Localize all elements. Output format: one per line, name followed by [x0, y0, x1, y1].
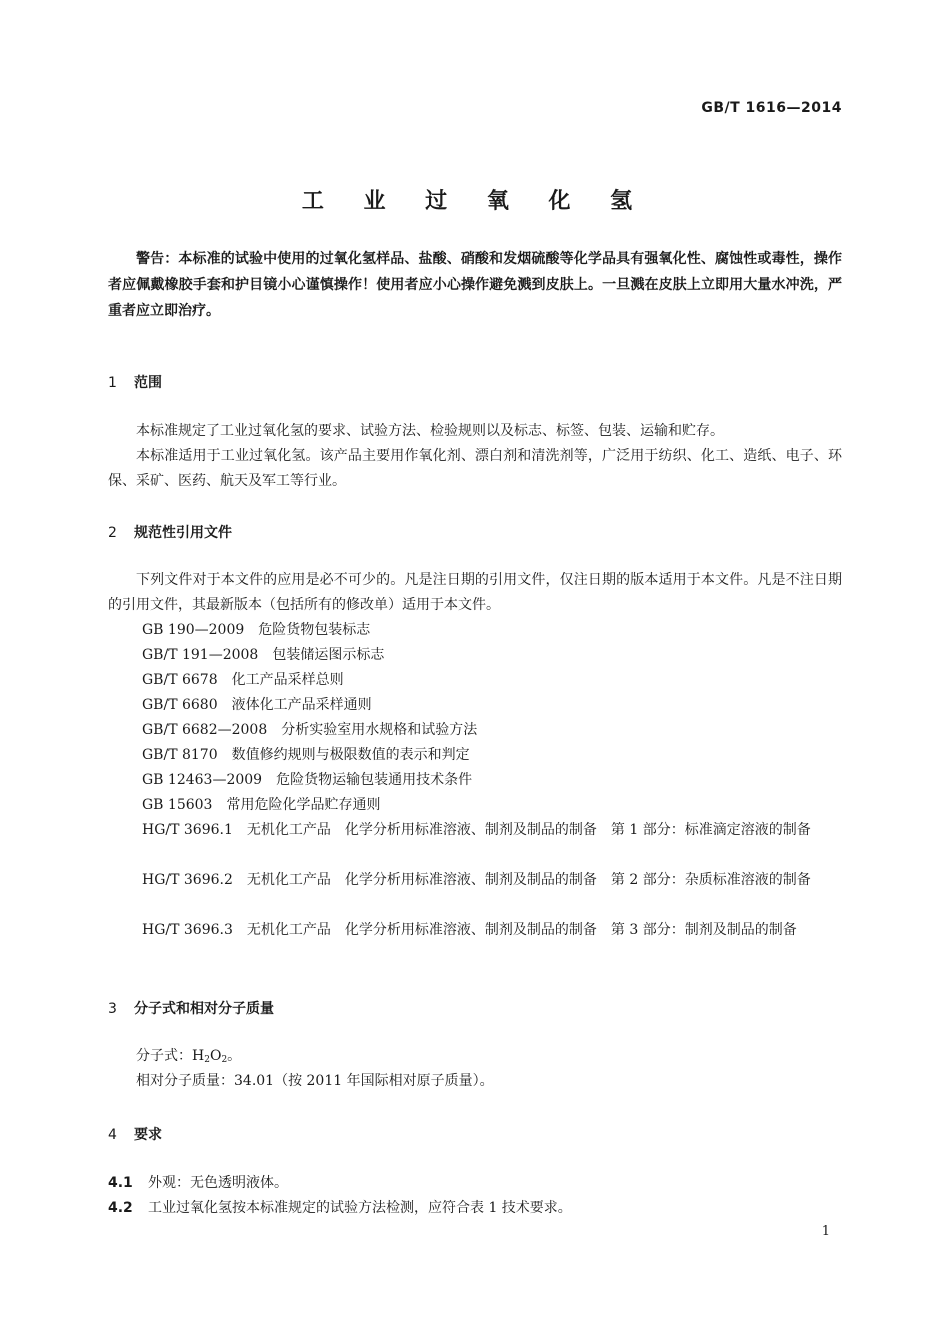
reference-title: 无机化工产品 化学分析用标准溶液、制剂及制品的制备 第 3 部分：制剂及制品的制备: [246, 922, 797, 938]
reference-title: 包装储运图示标志: [272, 647, 385, 663]
reference-item: [108, 668, 842, 693]
section-title: 要求: [134, 1127, 162, 1143]
reference-item: [108, 793, 842, 818]
reference-code: GB 15603: [142, 797, 213, 813]
reference-code: HG/T 3696.1: [142, 822, 233, 838]
reference-code: GB/T 191—2008: [142, 647, 259, 663]
reference-item: [108, 618, 842, 643]
formula-label: 分子式：H: [136, 1048, 205, 1064]
references-intro: 下列文件对于本文件的应用是必不可少的。凡是注日期的引用文件，仅注日期的版本适用于本文件。凡是不注日期的引用文件，其最新版本（包括所有的修改单）适用于本文件。: [108, 572, 842, 613]
formula-end: 。: [227, 1048, 242, 1064]
section-1-heading: [108, 372, 162, 392]
scope-paragraph-2: 本标准适用于工业过氧化氢。该产品主要用作氧化剂、漂白剂和清洗剂等，广泛用于纺织、化工、造纸、电子、环保、采矿、医药、航天及军工等行业。: [108, 448, 842, 489]
reference-title: 无机化工产品 化学分析用标准溶液、制剂及制品的制备 第 2 部分：杂质标准溶液的制备: [246, 872, 811, 888]
reference-code: GB 190—2009: [142, 622, 245, 638]
section-4-heading: [108, 1124, 162, 1144]
clause-number: 4.1: [108, 1175, 133, 1191]
molecular-mass: 相对分子质量：34.01（按 2011 年国际相对原子质量）。: [136, 1073, 494, 1089]
reference-item: [108, 868, 842, 893]
section-title: 分子式和相对分子质量: [134, 1001, 274, 1017]
formula-subscript: 2: [204, 1055, 210, 1065]
reference-title: 危险货物包装标志: [258, 622, 371, 638]
reference-item: [108, 918, 842, 943]
reference-code: GB/T 6680: [142, 697, 218, 713]
section-number: 4: [108, 1127, 117, 1143]
clause-text: 工业过氧化氢按本标准规定的试验方法检测，应符合表 1 技术要求。: [148, 1200, 572, 1216]
reference-item: [108, 768, 842, 793]
section-2-heading: [108, 522, 232, 542]
reference-title: 数值修约规则与极限数值的表示和判定: [231, 747, 470, 763]
section-number: 2: [108, 525, 117, 541]
scope-paragraph-1: 本标准规定了工业过氧化氢的要求、试验方法、检验规则以及标志、标签、包装、运输和贮存。: [136, 423, 724, 439]
section-number: 3: [108, 1001, 117, 1017]
reference-code: GB/T 6678: [142, 672, 218, 688]
requirement-item: [108, 1197, 572, 1217]
reference-title: 化工产品采样总则: [231, 672, 344, 688]
reference-code: HG/T 3696.3: [142, 922, 233, 938]
reference-item: [108, 743, 842, 768]
document-title: 工 业 过 氧 化 氢: [301, 189, 649, 214]
formula-element: O: [209, 1048, 222, 1064]
reference-item: [108, 693, 842, 718]
reference-title: 分析实验室用水规格和试验方法: [281, 722, 478, 738]
reference-code: GB/T 6682—2008: [142, 722, 268, 738]
formula-subscript: 2: [221, 1055, 228, 1065]
section-number: 1: [108, 375, 117, 391]
requirement-item: [108, 1172, 288, 1192]
reference-item: [108, 818, 842, 843]
reference-code: GB 12463—2009: [142, 772, 263, 788]
clause-text: 外观：无色透明液体。: [148, 1175, 288, 1191]
warning-paragraph: 警告：本标准的试验中使用的过氧化氢样品、盐酸、硝酸和发烟硫酸等化学品具有强氧化性、腐蚀性或毒性，操作者应佩戴橡胶手套和护目镜小心谨慎操作！使用者应小心操作避免溅到皮肤上。一旦溅在皮肤上立即用大量水冲洗，严重者应立即治疗。: [108, 251, 842, 319]
section-title: 范围: [134, 375, 162, 391]
reference-title: 液体化工产品采样通则: [231, 697, 372, 713]
reference-item: [108, 643, 842, 668]
standard-code: GB/T 1616—2014: [701, 100, 842, 116]
clause-number: 4.2: [108, 1200, 133, 1216]
page-number: 1: [821, 1224, 830, 1239]
reference-code: HG/T 3696.2: [142, 872, 233, 888]
reference-title: 常用危险化学品贮存通则: [226, 797, 381, 813]
reference-item: [108, 718, 842, 743]
section-title: 规范性引用文件: [134, 525, 232, 541]
reference-title: 危险货物运输包装通用技术条件: [276, 772, 473, 788]
reference-code: GB/T 8170: [142, 747, 218, 763]
reference-title: 无机化工产品 化学分析用标准溶液、制剂及制品的制备 第 1 部分：标准滴定溶液的制备: [246, 822, 811, 838]
section-3-heading: [108, 998, 274, 1018]
